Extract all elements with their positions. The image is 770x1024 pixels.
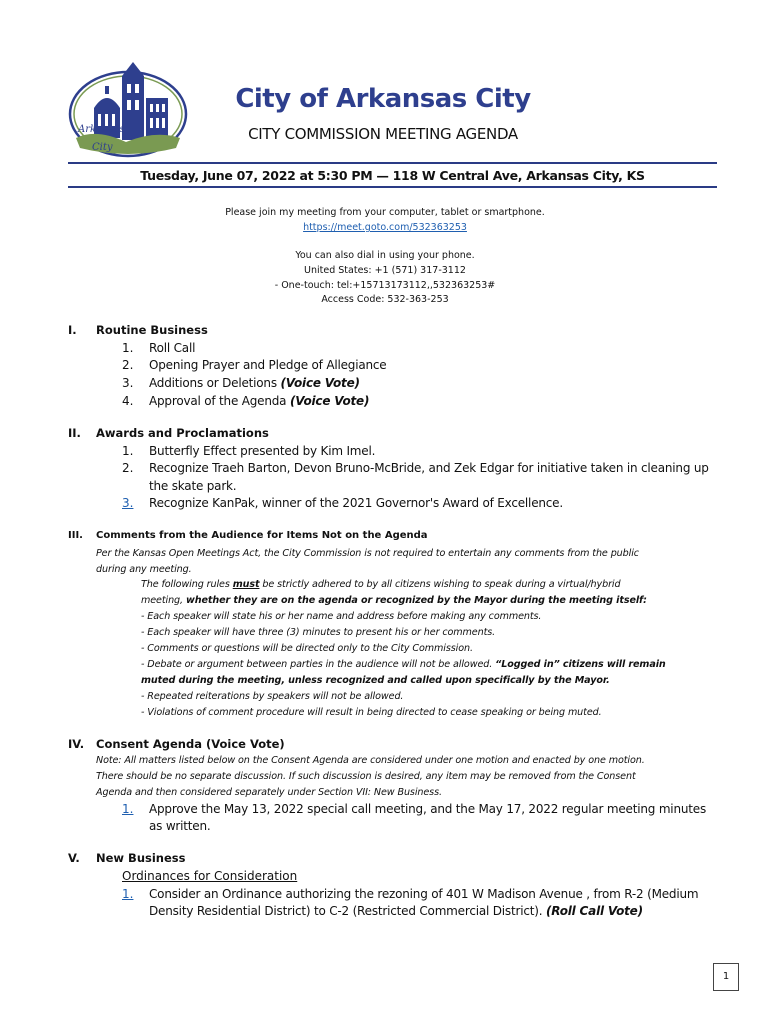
- rule-line-4: - Each speaker will have three (3) minutes to present his or her comments.: [141, 627, 496, 638]
- rule-line-7: muted during the meeting, unless recognized and called upon specifically by the Mayor.: [141, 675, 610, 686]
- access-code: Access Code: 532-363-253: [321, 294, 449, 305]
- s1-item-1-text: Roll Call: [149, 341, 196, 355]
- section-2-title: Awards and Proclamations: [96, 426, 269, 440]
- logo-text-city: City: [92, 142, 113, 153]
- s5-subhead: Ordinances for Consideration: [122, 869, 298, 883]
- section-2-number: II.: [68, 426, 81, 440]
- s4-note-line-1: Note: All matters listed below on the Consent Agenda are considered under one motion and enacted by one motion.: [96, 755, 645, 766]
- one-touch: - One-touch: tel:+15713173112,,532363253#: [274, 280, 496, 291]
- page-number: 1: [713, 963, 739, 991]
- s3-intro-line-1: Per the Kansas Open Meetings Act, the City Commission is not required to entertain any comments from the public: [96, 548, 639, 559]
- s1-item-2-text: Opening Prayer and Pledge of Allegiance: [149, 358, 387, 372]
- s2-item-1-num: 1.: [122, 444, 134, 458]
- s1-item-4-vote: (Voice Vote): [289, 394, 370, 408]
- s1-item-4-num: 4.: [122, 394, 134, 408]
- s3-rules-block: [141, 577, 716, 721]
- city-logo: [66, 58, 190, 162]
- s1-item-2-num: 2.: [122, 358, 134, 372]
- join-text: Please join my meeting from your computer, tablet or smartphone.: [225, 207, 545, 218]
- s3-intro-line-2: during any meeting.: [96, 564, 192, 575]
- dial-text: You can also dial in using your phone.: [295, 250, 475, 261]
- meeting-date-line: Tuesday, June 07, 2022 at 5:30 PM — 118 W Central Ave, Arkansas City, KS: [140, 168, 645, 183]
- rule-line-8: - Repeated reiterations by speakers will not be allowed.: [141, 691, 404, 702]
- s2-item-2-line-2: the skate park.: [149, 479, 237, 493]
- rule-line-6: - Debate or argument between parties in the audience will not be allowed. “Logged in” citizens will remain: [141, 659, 666, 670]
- s4-item-1-line-1: Approve the May 13, 2022 special call meeting, and the May 17, 2022 regular meeting minutes: [149, 802, 706, 816]
- s1-item-3-vote: (Voice Vote): [280, 376, 360, 390]
- s4-item-1-num[interactable]: 1.: [122, 802, 134, 816]
- s1-item-1-num: 1.: [122, 341, 134, 355]
- header-rule-top: [68, 162, 717, 164]
- section-5-number: V.: [68, 851, 80, 865]
- s1-item-3-text: Additions or Deletions: [149, 376, 281, 390]
- s2-item-1-text: Butterfly Effect presented by Kim Imel.: [149, 444, 376, 458]
- s4-note-line-3: Agenda and then considered separately under Section VII: New Business.: [96, 787, 442, 798]
- s1-item-4: [149, 394, 709, 408]
- s4-note-line-2: There should be no separate discussion. If such discussion is desired, any item may be removed from the Consent: [96, 771, 636, 782]
- s5-item-1-vote: (Roll Call Vote): [545, 904, 643, 918]
- section-3-title: Comments from the Audience for Items Not on the Agenda: [96, 530, 428, 541]
- s2-item-3-num[interactable]: 3.: [122, 496, 134, 510]
- s2-item-2-line-1: Recognize Traeh Barton, Devon Bruno-McBride, and Zek Edgar for initiative taken in cleaning up: [149, 461, 709, 475]
- section-1-title: Routine Business: [96, 323, 208, 337]
- section-4-number: IV.: [68, 737, 85, 751]
- section-3-number: III.: [68, 530, 83, 541]
- s5-item-1-line-2: [149, 904, 709, 918]
- rule-line-5: - Comments or questions will be directed only to the City Commission.: [141, 643, 473, 654]
- logo-text-arkansas: Arkansas: [78, 124, 125, 135]
- s5-item-1-line-1: Consider an Ordinance authorizing the rezoning of 401 W Madison Avenue , from R-2 (Medium: [149, 887, 699, 901]
- rule-line-1: The following rules must be strictly adhered to by all citizens wishing to speak during a virtual/hybrid: [141, 579, 621, 590]
- header-rule-bottom: [68, 186, 717, 188]
- rule-line-9: - Violations of comment procedure will result in being directed to cease speaking or being muted.: [141, 707, 602, 718]
- s5-item-1-text: Density Residential District) to C-2 (Restricted Commercial District).: [149, 904, 546, 918]
- agenda-title: CITY COMMISSION MEETING AGENDA: [248, 125, 518, 143]
- section-4-title: Consent Agenda (Voice Vote): [96, 737, 285, 751]
- s1-item-3-num: 3.: [122, 376, 134, 390]
- join-link[interactable]: https://meet.goto.com/532363253: [303, 222, 467, 233]
- section-5-title: New Business: [96, 851, 186, 865]
- s5-item-1-num[interactable]: 1.: [122, 887, 134, 901]
- s2-item-3-text: Recognize KanPak, winner of the 2021 Governor's Award of Excellence.: [149, 496, 563, 510]
- rule-line-3: - Each speaker will state his or her name and address before making any comments.: [141, 611, 542, 622]
- s2-item-2-num: 2.: [122, 461, 134, 475]
- s4-item-1-line-2: as written.: [149, 819, 211, 833]
- section-1-number: I.: [68, 323, 77, 337]
- rule-line-2: meeting, whether they are on the agenda or recognized by the Mayor during the meeting itself:: [141, 595, 647, 606]
- s1-item-3: [149, 376, 709, 390]
- us-number: United States: +1 (571) 317-3112: [304, 265, 466, 276]
- city-title: City of Arkansas City: [235, 84, 531, 114]
- s1-item-4-text: Approval of the Agenda: [149, 394, 290, 408]
